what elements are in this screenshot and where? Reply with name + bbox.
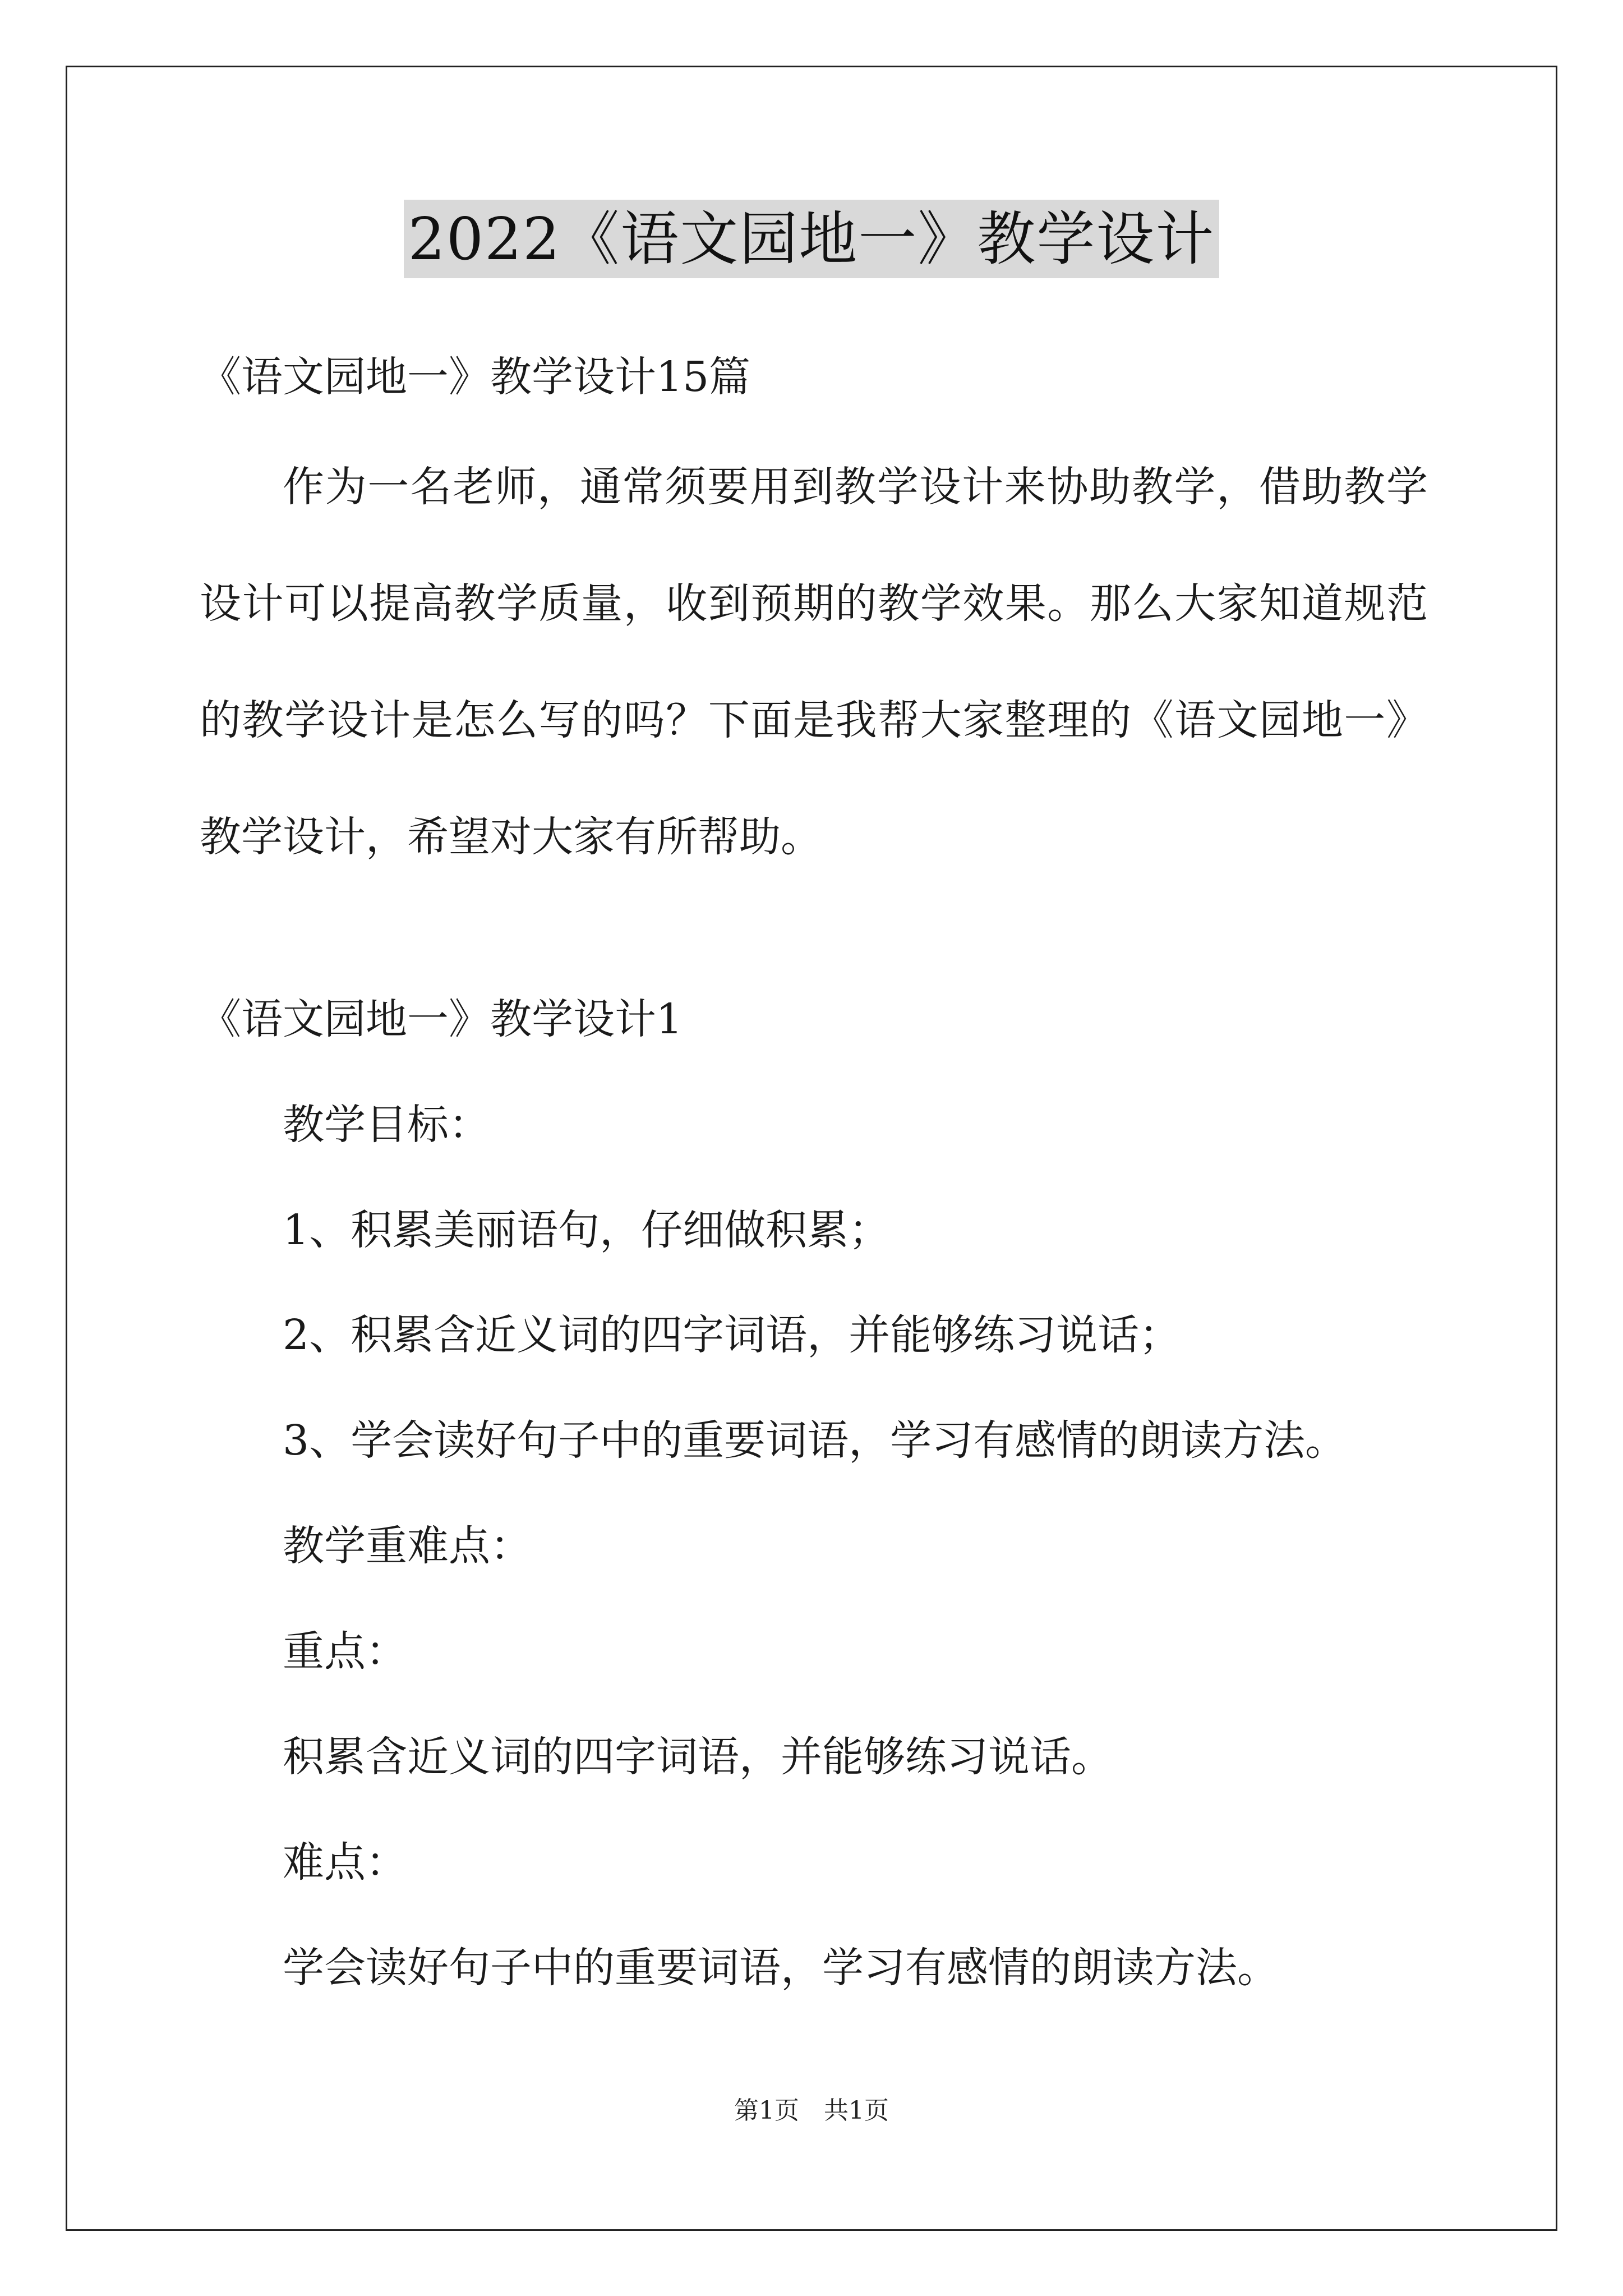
key-point-label: 重点： <box>283 1627 407 1676</box>
goal-item: 1、积累美丽语句，仔细做积累； <box>283 1206 891 1254</box>
difficulty-label: 教学重难点： <box>283 1522 532 1570</box>
goal-item: 2、积累含近义词的四字词语，并能够练习说话； <box>283 1311 1181 1359</box>
title-container <box>0 200 1623 278</box>
page-footer: 第1页 共1页 <box>734 2096 889 2125</box>
section-title: 《语文园地一》教学设计1 <box>200 995 683 1043</box>
hard-point-label: 难点： <box>283 1838 407 1887</box>
intro-paragraph: 作为一名老师，通常须要用到教学设计来协助教学，借助教学设计可以提高教学质量，收到预期的教学效果。那么大家知道规范的教学设计是怎么写的吗？下面是我帮大家整理的《语文园地一》教学设计，希望对大家有所帮助。 <box>200 463 1428 861</box>
key-point-text: 积累含近义词的四字词语，并能够练习说话。 <box>283 1733 1113 1781</box>
document-subtitle: 《语文园地一》教学设计15篇 <box>200 353 751 401</box>
hard-point-text: 学会读好句子中的重要词语，学习有感情的朗读方法。 <box>283 1944 1279 1992</box>
goals-label: 教学目标： <box>283 1101 490 1149</box>
document-title: 2022《语文园地一》教学设计 <box>404 200 1220 278</box>
goal-item: 3、学会读好句子中的重要词语，学习有感情的朗读方法。 <box>283 1416 1347 1465</box>
